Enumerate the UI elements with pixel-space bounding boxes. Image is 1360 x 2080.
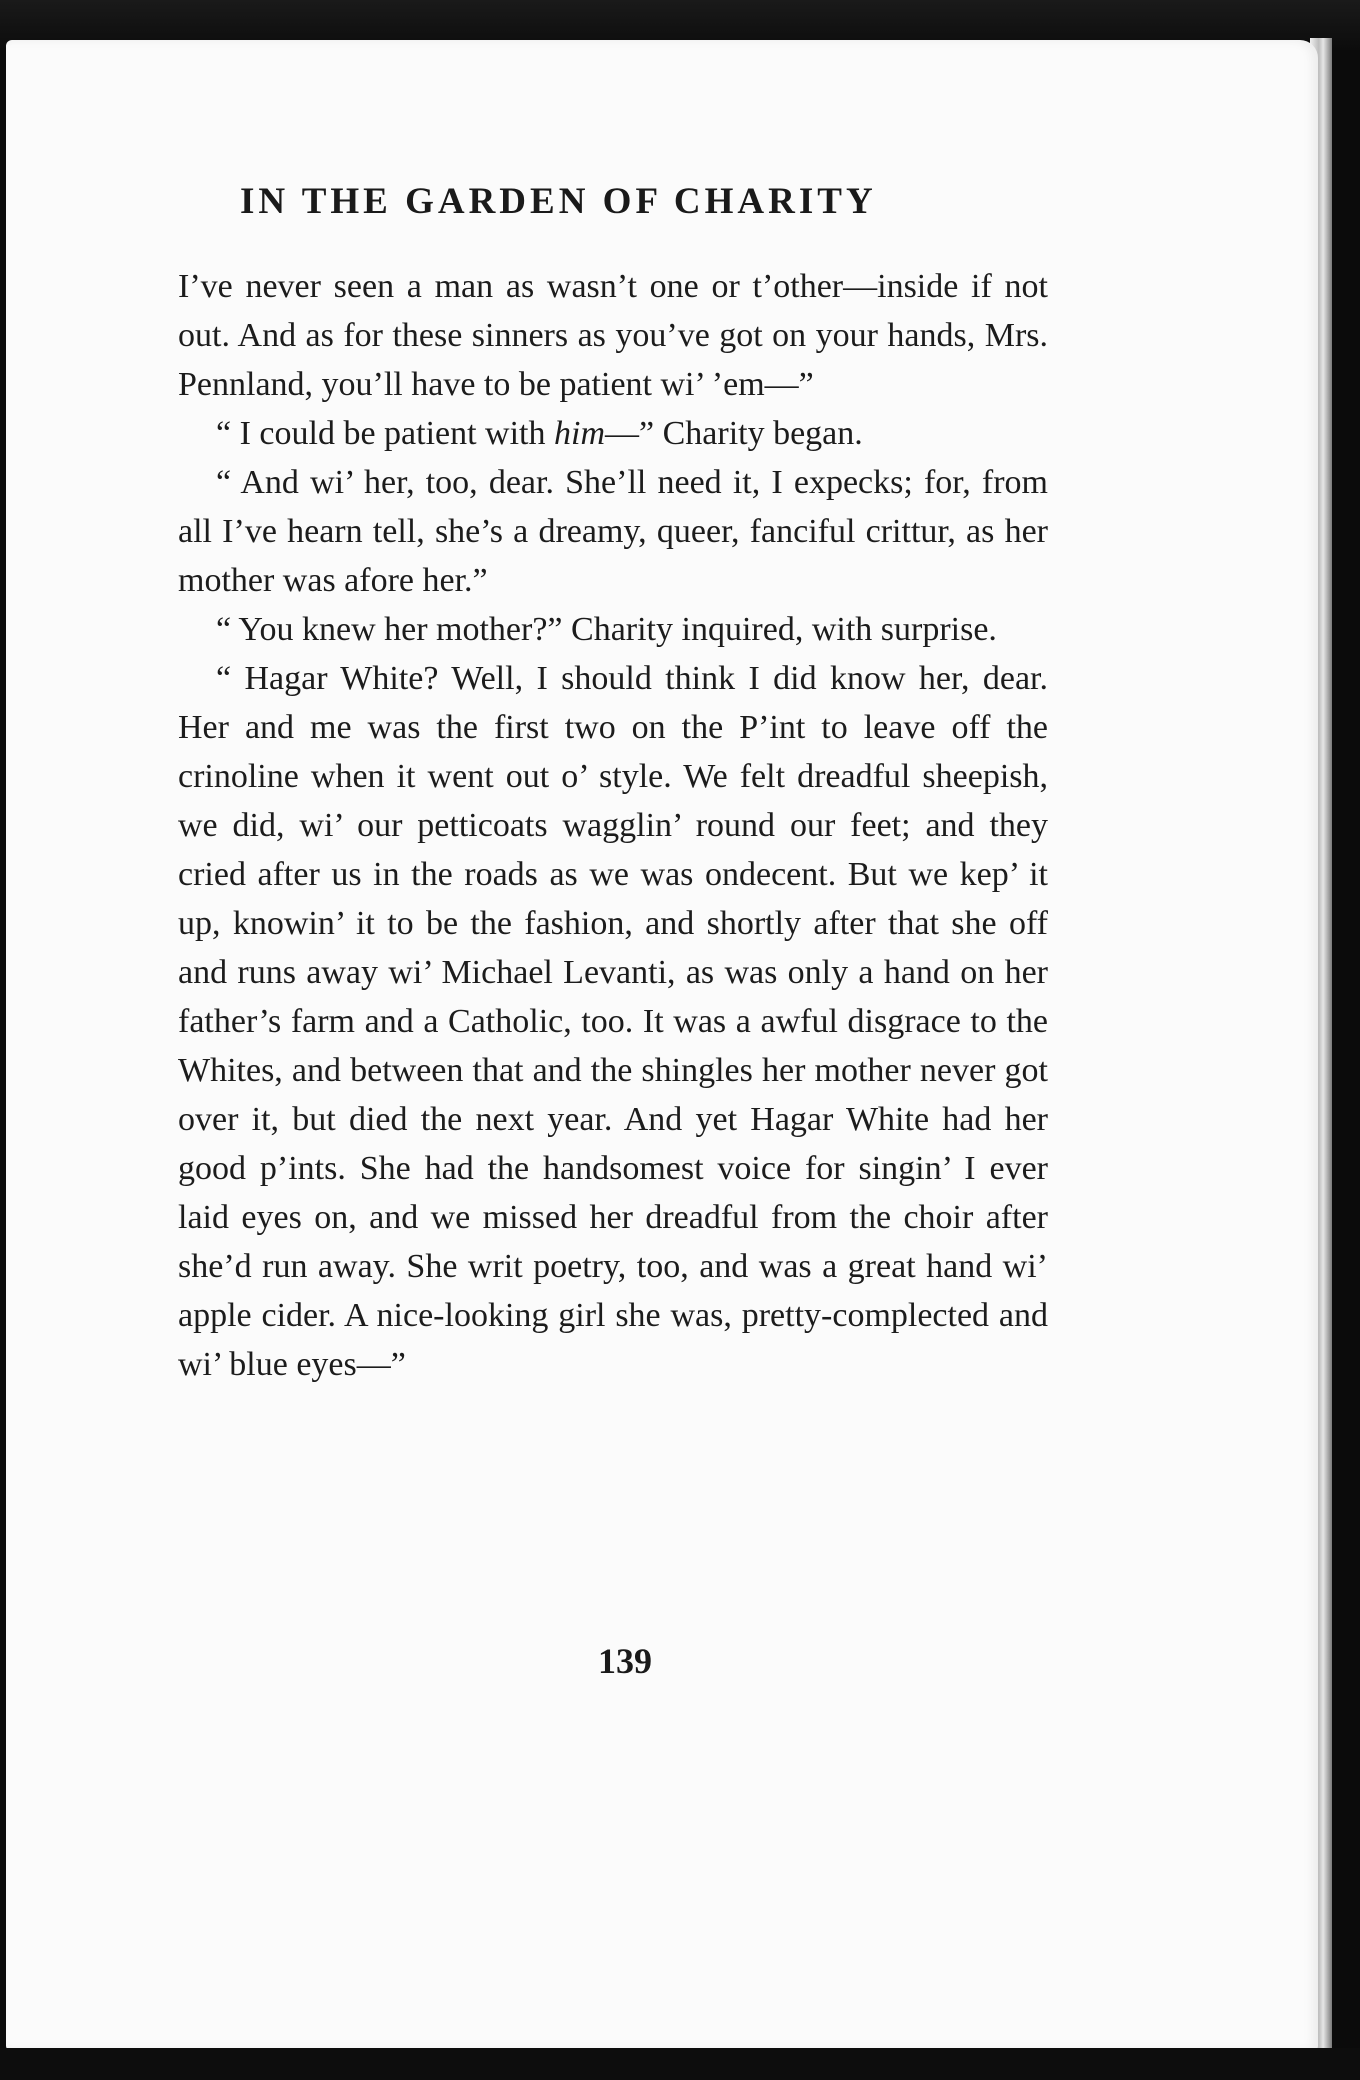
paragraph-2-start: “ I could be patient with	[216, 415, 555, 452]
paragraph-2-emphasis: him	[554, 415, 606, 452]
paragraph-3: “ And wi’ her, too, dear. She’ll need it, I expecks; for, from all I’ve hearn tell, she’s a dreamy, queer, fanciful crittur, as her mother was afore her.”	[178, 464, 1048, 599]
paragraph-5: “ Hagar White? Well, I should think I did know her, dear. Her and me was the first two on the P’int to leave off the crinoline when it went out o’ style. We felt dreadful sheepish, we did, wi’ our petticoats wagglin’ round our feet; and they cried after us in the roads as we was ondecent. But we kep’ it up, knowin’ it to be the fashion, and shortly after that she off and runs away wi’ Michael Levanti, as was only a hand on her father’s farm and a Catholic, too. It was a awful disgrace to the Whites, and between that and the shingles her mother never got over it, but died the next year. And yet Hagar White had her good p’ints. She had the handsomest voice for singin’ I ever laid eyes on, and we missed her dreadful from the choir after she’d run away. She writ poetry, too, and was a great hand wi’ apple cider. A nice-looking girl she was, pretty-complected and wi’ blue eyes—”	[178, 660, 1048, 1383]
page-number: 139	[598, 1641, 652, 1681]
scan-border-bottom	[0, 2048, 1360, 2080]
paragraph-2	[178, 409, 1048, 458]
body-text	[178, 262, 1048, 1389]
paragraph-1: I’ve never seen a man as wasn’t one or t’other—inside if not out. And as for these sinners as you’ve got on your hands, Mrs. Pennland, you’ll have to be patient wi’ ’em—”	[178, 268, 1048, 403]
paragraph-2-end: —” Charity began.	[605, 415, 863, 452]
paragraph-4: “ You knew her mother?” Charity inquired, with surprise.	[216, 611, 997, 648]
running-head: IN THE GARDEN OF CHARITY	[240, 181, 877, 222]
